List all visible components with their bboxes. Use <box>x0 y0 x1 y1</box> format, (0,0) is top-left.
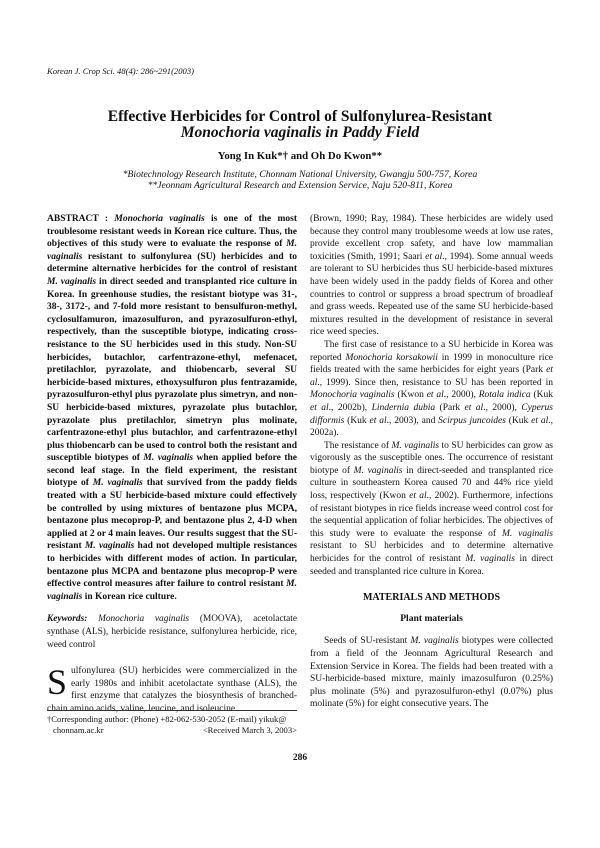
paragraph: (Brown, 1990; Ray, 1984). These herbicides are widely used because they control many troublesome weeds at low use rates, provide excellent crop safety, and have low mammalian toxicities (Smith, 1991; Saari et al., 1994). Some annual weeds are tolerant to SU herbicides thus SU herbicide-based mixtures have been widely used in the paddy fields of Korea and other countries to control or suppress a broad spectrum of broadleaf and grass weeds. Repeated use of the same SU herbicide-based mixtures resulted in the development of resistance in several rice weed species. <box>310 214 553 338</box>
abstract-text: is one of the most troublesome resistant weeds in Korean rice culture. Thus, the objectives of this study were to evaluate the response of <box>47 214 297 250</box>
abstract-text: in Korean rice culture. <box>82 591 177 602</box>
abstract-species: M. vaginalis <box>92 478 143 489</box>
intro-text: ulfonylurea (SU) herbicides were commercialized in the early 1980s and inhibit acetolactate synthase (ALS), the first enzyme that catalyzes the biosynthesis of branched-chain amino acids, valine, leucine, and isoleucine <box>47 666 297 714</box>
affiliation-1: *Biotechnology Research Institute, Chonnam National University, Gwangju 500-757, Korea <box>122 169 478 180</box>
abstract-species: M. vaginalis <box>47 579 297 602</box>
received-date: <Received March 3, 2003> <box>202 725 297 735</box>
paragraph: Seeds of SU-resistant M. vaginalis biotypes were collected from a field of the Jeonnam Agricultural Research and Extension Service in Korea. The fields had been treated with a SU-herbicide-based mixture, mainly imazosulfuron (0.25%) plus molinate (5%) and pyrazosulfuron-ethyl (0.07%) plus molinate (5%) for eight consecutive years. The <box>310 636 554 710</box>
introduction-paragraph <box>47 662 297 715</box>
journal-reference: Korean J. Crop Sci. 48(4): 286~291(2003) <box>47 66 194 76</box>
keyword-species: Monochoria vaginalis <box>98 614 190 625</box>
abstract-text: in direct seeded and transplanted rice culture in Korea. In greenhouse studies, the resistant biotype was 31-, 38-, 3172-, and 7-fold more resistant to bensulfuron-methyl, cyclosulfamuron, imazosulfuron, and pyrazosulfuron-ethyl, respectively, than the susceptible biotype, indicating cross-resistance to the SU herbicides used in this study. Non-SU herbicides, butachlor, carfentrazone-ethyl, mefenacet, pretilachlor, pyrazolate, and thiobencarb, several SU herbicide-based mixtures, ethoxysulfuron plus fentrazamide, pyrazosulfuron-ethyl plus pyrazolate plus simetryn, and non-SU herbicide-based mixtures, pyrazolate plus butachlor, pyrazolate plus pretilachlor, simetryn plus molinate, carfentrazone-ethyl plus butachlor, and carfentrazone-ethyl plus thiobencarb can be used to control both the resistant and susceptible biotypes of <box>47 276 297 464</box>
page-number: 286 <box>292 753 308 763</box>
paragraph: The resistance of M. vaginalis to SU herbicides can grow as vigorously as the susceptible ones. The occurrence of resistant biotype of M. vaginalis in direct-seeded and transplanted rice culture in southeastern Korea caused 70 and 44% rice yield loss, respectively (Kwon et al., 2002). Furthermore, infections of resistant biotypes in rice fields increase weed control cost for the sequential application of foliar herbicides. The objectives of this study were to evaluate the response of M. vaginalis resistant to SU herbicides and to determine alternative herbicides for the control of resistant M. vaginalis in direct seeded and transplanted rice culture in Korea. <box>310 440 553 577</box>
keywords <box>47 613 297 651</box>
paragraph: The first case of resistance to a SU herbicide in Korea was reported Monochoria korsakowii in 1999 in monoculture rice fields treated with the same herbicides for eight years (Park et al., 1999). Since then, resistance to SU has been reported in Monochoria vaginalis (Kwon et al., 2000), Rotala indica (Kuk et al., 2002b), Lindernia dubia (Park et al., 2000), Cyperus difformis (Kuk et al., 2003), and Scirpus juncoides (Kuk et al., 2002a). <box>310 339 554 439</box>
abstract-species: Monochoria vaginalis <box>114 214 205 224</box>
subsection-heading: Plant materials <box>400 612 463 624</box>
authors: Yong In Kuk*† and Oh Do Kwon** <box>217 150 383 162</box>
right-column <box>310 213 553 711</box>
abstract-species: M. vaginalis <box>47 276 97 287</box>
left-column <box>47 213 297 716</box>
footnote-email-domain: chonnam.ac.kr <box>53 725 104 735</box>
footnote <box>47 714 297 736</box>
abstract <box>47 213 297 603</box>
abstract-label: ABSTRACT : <box>47 214 115 224</box>
abstract-species: M. vaginalis <box>47 239 297 262</box>
keywords-label: Keywords: <box>47 614 99 625</box>
section-heading: MATERIALS AND METHODS <box>362 592 501 604</box>
footnote-rule <box>47 710 297 711</box>
footnote-line-1: †Corresponding author: (Phone) +82-062-530-2052 (E-mail) yikuk@ <box>47 714 287 724</box>
abstract-text: when applied before the second leaf stage. In the field experiment, the resistant biotype of <box>47 453 297 489</box>
abstract-text: resistant to sulfonylurea (SU) herbicides and to determine alternative herbicides for the control of resistant <box>47 251 297 275</box>
abstract-text: that survived from the paddy fields treated with a SU herbicide-based mixture could effectively be controlled by using mixtures of bentazone plus MCPA, bentazone plus mecoprop-P, and bentazone plus 2, 4-D when applied at 2 or 4 main leaves. Our results suggest that the SU-resistant <box>47 478 297 552</box>
title-line-1: Effective Herbicides for Control of Sulfonylurea-Resistant <box>107 108 493 125</box>
drop-cap: S <box>47 662 68 703</box>
abstract-text: had not developed multiple resistances to herbicides with different modes of action. In particular, bentazone plus MCPA and bentazone plus mecoprop-P were effective control measures after failure to control resistant <box>47 541 298 590</box>
abstract-species: M. vaginalis <box>143 453 194 464</box>
keywords-text: (MOOVA), acetolactate synthase (ALS), herbicide resistance, sulfonylurea herbicide, rice, weed control <box>47 614 297 650</box>
abstract-species: M. vaginalis <box>84 541 135 552</box>
title-line-2: Monochoria vaginalis in Paddy Field <box>180 124 420 141</box>
affiliation-2: **Jeonnam Agricultural Research and Extension Service, Naju 520-811, Korea <box>147 180 453 191</box>
